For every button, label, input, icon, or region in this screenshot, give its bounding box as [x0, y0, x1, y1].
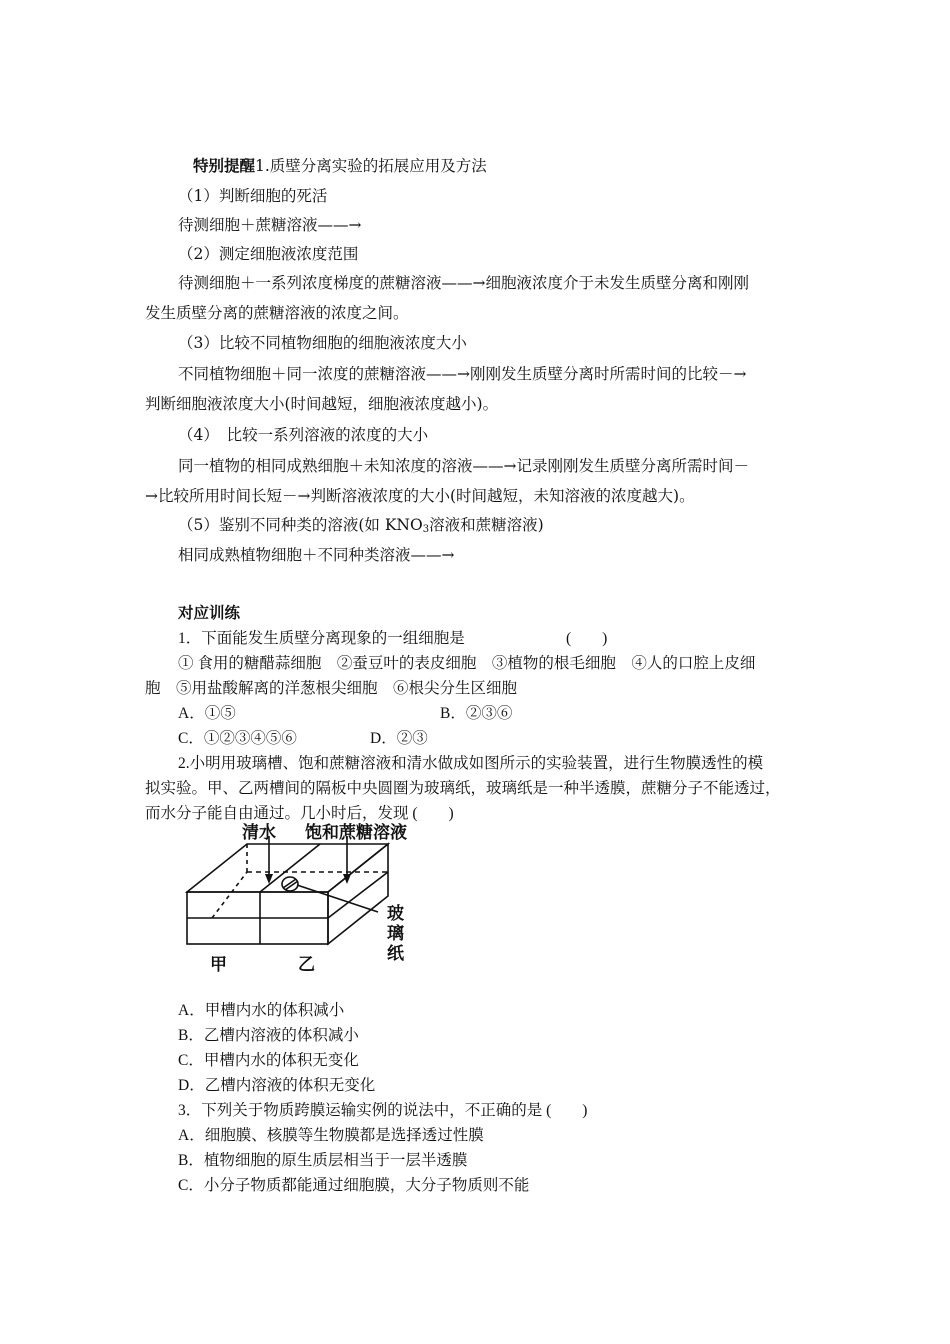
q2-option-d: D．乙槽内溶液的体积无变化: [178, 1077, 376, 1094]
label-glass-paper-1: 玻: [387, 904, 404, 924]
label-jia: 甲: [210, 955, 227, 975]
tip-item-4-line: →比较所用时间长短－→判断溶液浓度的大小(时间越短，未知溶液的浓度越大)。: [145, 487, 695, 505]
tip-item-4-line: 同一植物的相同成熟细胞＋未知浓度的溶液——→记录刚刚发生质壁分离所需时间－: [178, 457, 749, 475]
label-yi: 乙: [298, 955, 315, 975]
tip-item-3-line: 判断细胞液浓度大小(时间越短，细胞液浓度越小)。: [145, 395, 499, 413]
tip-item-4-heading: （4） 比较一系列溶液的浓度的大小: [178, 426, 429, 444]
q2-option-b: B．乙槽内溶液的体积减小: [178, 1027, 359, 1044]
tip-item-5-heading-sub: 3: [422, 524, 430, 535]
q3-stem: 3．下列关于物质跨膜运输实例的说法中，不正确的是 ( ): [178, 1102, 588, 1119]
label-glass-paper-3: 纸: [387, 944, 404, 964]
q1-line: ① 食用的糖醋蒜细胞 ②蚕豆叶的表皮细胞 ③植物的根毛细胞 ④人的口腔上皮细: [178, 655, 756, 672]
q1-line: 胞 ⑤用盐酸解离的洋葱根尖细胞 ⑥根尖分生区细胞: [145, 680, 518, 697]
q2-option-c: C．甲槽内水的体积无变化: [178, 1052, 359, 1069]
q1-option-b: B．②③⑥: [440, 705, 513, 722]
q1-option-d: D．②③: [370, 730, 428, 747]
trough-figure: [182, 822, 422, 975]
tip-item-1-heading: （1）判断细胞的死活: [178, 187, 328, 205]
q3-option-a: A．细胞膜、核膜等生物膜都是选择透过性膜: [178, 1127, 484, 1144]
q2-line: 2.小明用玻璃槽、饱和蔗糖溶液和清水做成如图所示的实验装置，进行生物膜透性的模: [178, 755, 764, 772]
liquid-left-edge: [212, 872, 247, 918]
tip-item-2-line: 发生质壁分离的蔗糖溶液的浓度之间。: [145, 304, 409, 322]
tip-label: 特别提醒: [193, 158, 256, 175]
q1-stem: 1．下面能发生质壁分离现象的一组细胞是: [178, 630, 465, 647]
tip-item-5-heading: [178, 515, 544, 540]
practice-title: 对应训练: [178, 605, 241, 622]
q2-line: 而水分子能自由通过。几小时后，发现 ( ): [145, 805, 454, 822]
label-sugar-solution: 饱和蔗糖溶液: [305, 823, 407, 843]
tip-title: 1.质壁分离实验的拓展应用及方法: [255, 157, 487, 175]
label-glass-paper-2: 璃: [387, 924, 404, 944]
trough-diagram: [182, 822, 422, 975]
tip-item-1-line: 待测细胞＋蔗糖溶液——→: [178, 216, 362, 234]
q3-option-c: C．小分子物质都能通过细胞膜，大分子物质则不能: [178, 1177, 530, 1194]
tip-item-2-heading: （2）测定细胞液浓度范围: [178, 245, 359, 263]
tip-item-2-line: 待测细胞＋一系列浓度梯度的蔗糖溶液——→细胞液浓度介于未发生质壁分离和刚刚: [178, 274, 749, 292]
q2-line: 拟实验。甲、乙两槽间的隔板中央圆圈为玻璃纸，玻璃纸是一种半透膜，蔗糖分子不能透过，: [145, 780, 781, 797]
tip-item-3-heading: （3）比较不同植物细胞的细胞液浓度大小: [178, 334, 467, 352]
tip-item-5-line: 相同成熟植物细胞＋不同种类溶液——→: [178, 546, 455, 564]
tip-item-3-line: 不同植物细胞＋同一浓度的蔗糖溶液——→刚刚发生质壁分离时所需时间的比较－→: [178, 365, 747, 383]
liquid-right-edge: [328, 872, 388, 918]
q1-option-a: A．①⑤: [178, 705, 236, 722]
q1-bracket: ( ): [566, 630, 608, 647]
tip-item-5-heading-pre: （5）鉴别不同种类的溶液(如 KNO: [178, 516, 423, 534]
q2-option-a: A．甲槽内水的体积减小: [178, 1002, 345, 1019]
q1-option-c: C．①②③④⑤⑥: [178, 730, 297, 747]
tip-title-line: [193, 156, 487, 177]
tip-item-5-heading-post: 溶液和蔗糖溶液): [429, 516, 544, 534]
label-water: 清水: [242, 823, 276, 843]
q3-option-b: B．植物细胞的原生质层相当于一层半透膜: [178, 1152, 468, 1169]
